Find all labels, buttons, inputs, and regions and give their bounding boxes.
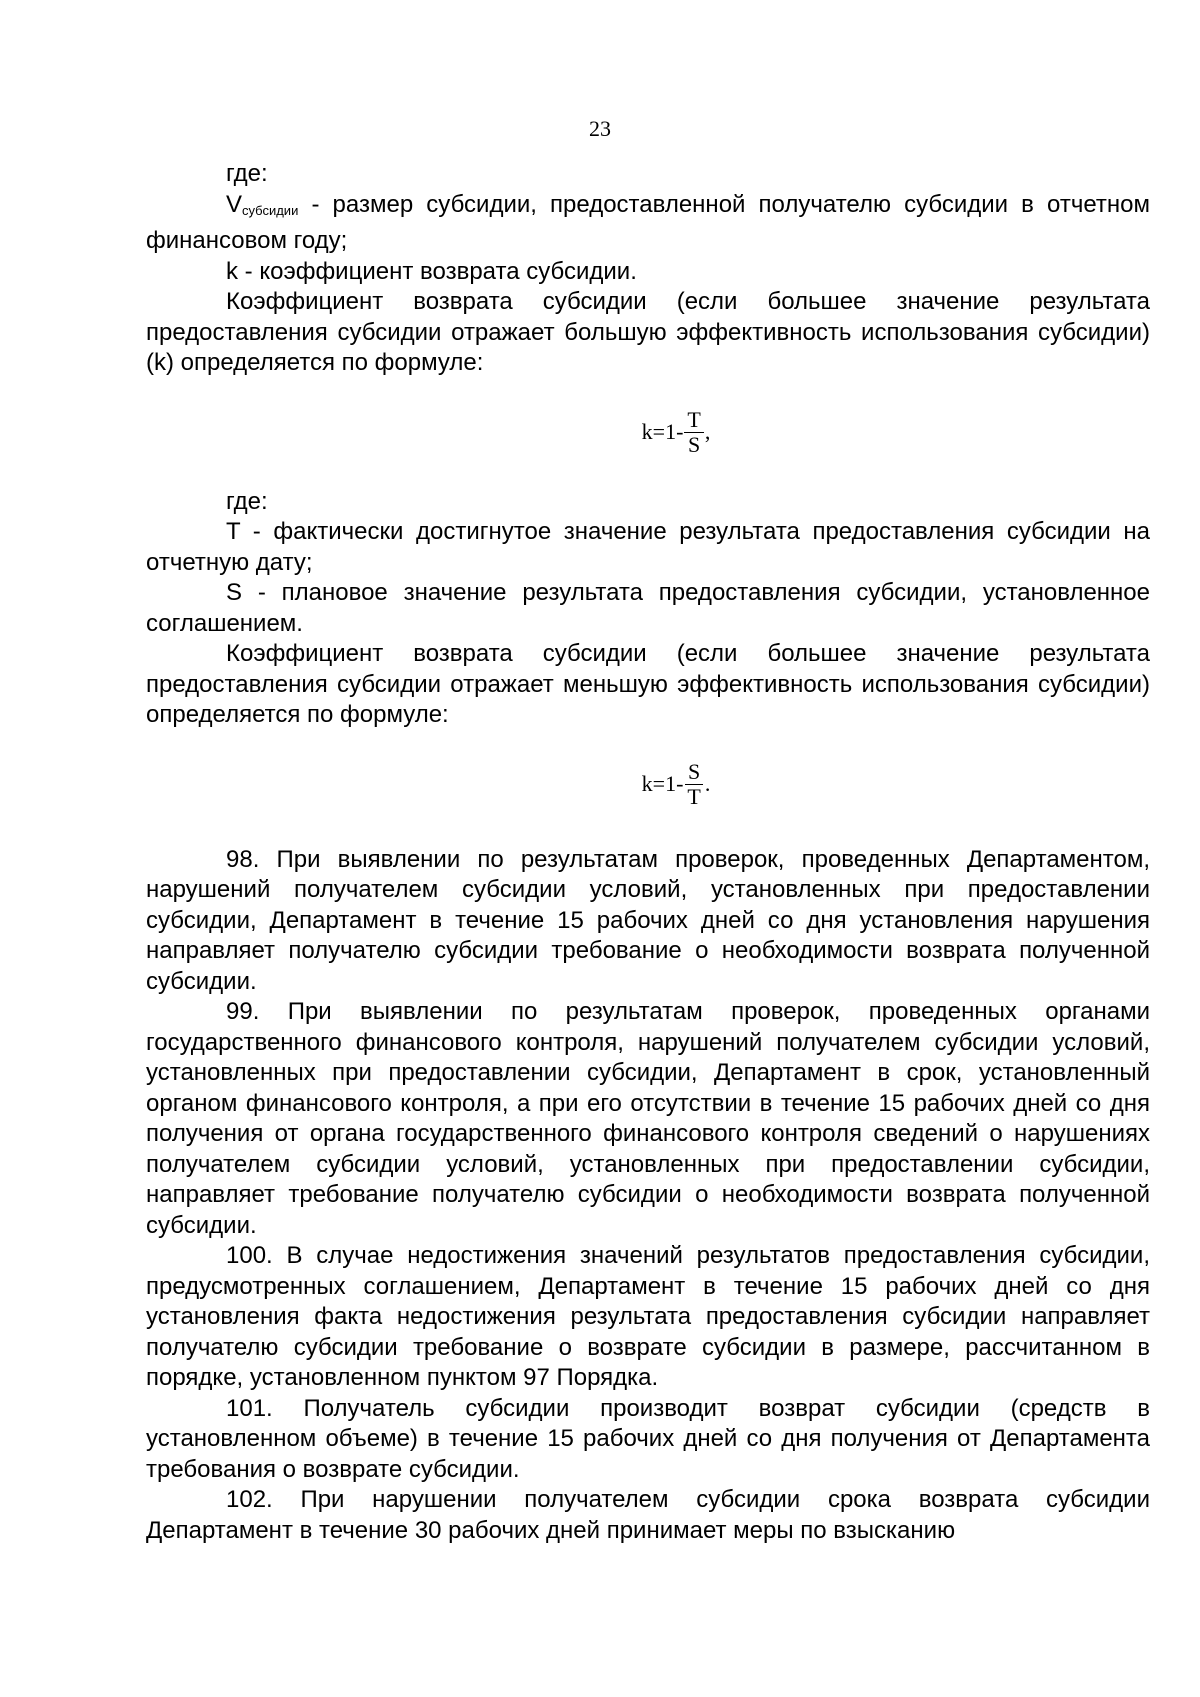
where-label-1: где: bbox=[226, 160, 268, 187]
paragraph-102: 102. При нарушении получателем субсидии срока возврата субсидии Департамент в течение 30 рабочих дней принимает меры по взысканию bbox=[146, 1486, 1150, 1544]
formula-1-fraction bbox=[684, 408, 703, 457]
document-body bbox=[146, 159, 1150, 1546]
formula-1-denominator: S bbox=[687, 432, 701, 457]
where-label-2: где: bbox=[226, 487, 268, 515]
formula-1-tail: , bbox=[704, 419, 711, 445]
v-definition bbox=[146, 190, 1150, 257]
formula-2-fraction bbox=[684, 760, 703, 809]
v-subscript: субсидии bbox=[242, 202, 299, 218]
formula-intro-2: Коэффициент возврата субсидии (если большее значение результата предоставления субсидии отражает меньшую эффективность использования субсидии) определяется по формуле: bbox=[146, 640, 1150, 728]
formula-1 bbox=[146, 379, 1150, 487]
formula-1-numerator: T bbox=[684, 408, 703, 433]
formula-2-numerator: S bbox=[685, 760, 703, 785]
formula-2-denominator: T bbox=[687, 784, 701, 809]
paragraph-98: 98. При выявлении по результатам проверок, проведенных Департаментом, нарушений получателем субсидии условий, установленных при предоставлении субсидии, Департамент в течение 15 рабочих дней со дня установления нарушения направляет получателю субсидии требование о необходимости возврата полученной субсидии. bbox=[146, 845, 1150, 995]
v-definition-text: - размер субсидии, предоставленной получателю субсидии в отчетном финансовом году; bbox=[146, 190, 1150, 254]
t-definition: T - фактически достигнутое значение результата предоставления субсидии на отчетную дату; bbox=[146, 518, 1150, 576]
formula-2 bbox=[146, 731, 1150, 839]
formula-2-lhs: k=1- bbox=[641, 771, 684, 797]
paragraph-100: 100. В случае недостижения значений результатов предоставления субсидии, предусмотренных соглашением, Департамент в течение 15 рабочих дней со дня установления факта недостижения результата предоставления субсидии направляет получателю субсидии требование о возврате субсидии в размере, рассчитанном в порядке, установленном пунктом 97 Порядка. bbox=[146, 1242, 1150, 1391]
v-symbol: V bbox=[226, 190, 243, 218]
formula-2-tail: . bbox=[704, 771, 711, 797]
paragraph-99: 99. При выявлении по результатам проверок, проведенных органами государственного финансового контроля, нарушений получателем субсидии условий, установленных при предоставлении субсидии, Департамент в срок, установленный органом финансового контроля, а при его отсутствии в течение 15 рабочих дней со дня получения от органа государственного финансового контроля сведений о нарушениях получателем субсидии условий, установленных при предоставлении субсидии, направляет требование получателю субсидии о необходимости возврата полученной субсидии. bbox=[146, 998, 1150, 1239]
page-number: 23 bbox=[589, 116, 611, 141]
s-definition: S - плановое значение результата предоставления субсидии, установленное соглашением. bbox=[146, 579, 1150, 637]
k-definition: k - коэффициент возврата субсидии. bbox=[226, 257, 637, 285]
paragraph-101: 101. Получатель субсидии производит возврат субсидии (средств в установленном объеме) в течение 15 рабочих дней со дня получения от Департамента требования о возврате субсидии. bbox=[146, 1394, 1150, 1483]
formula-intro-1: Коэффициент возврата субсидии (если большее значение результата предоставления субсидии отражает большую эффективность использования субсидии) (k) определяется по формуле: bbox=[146, 288, 1150, 376]
formula-1-lhs: k=1- bbox=[641, 419, 684, 445]
